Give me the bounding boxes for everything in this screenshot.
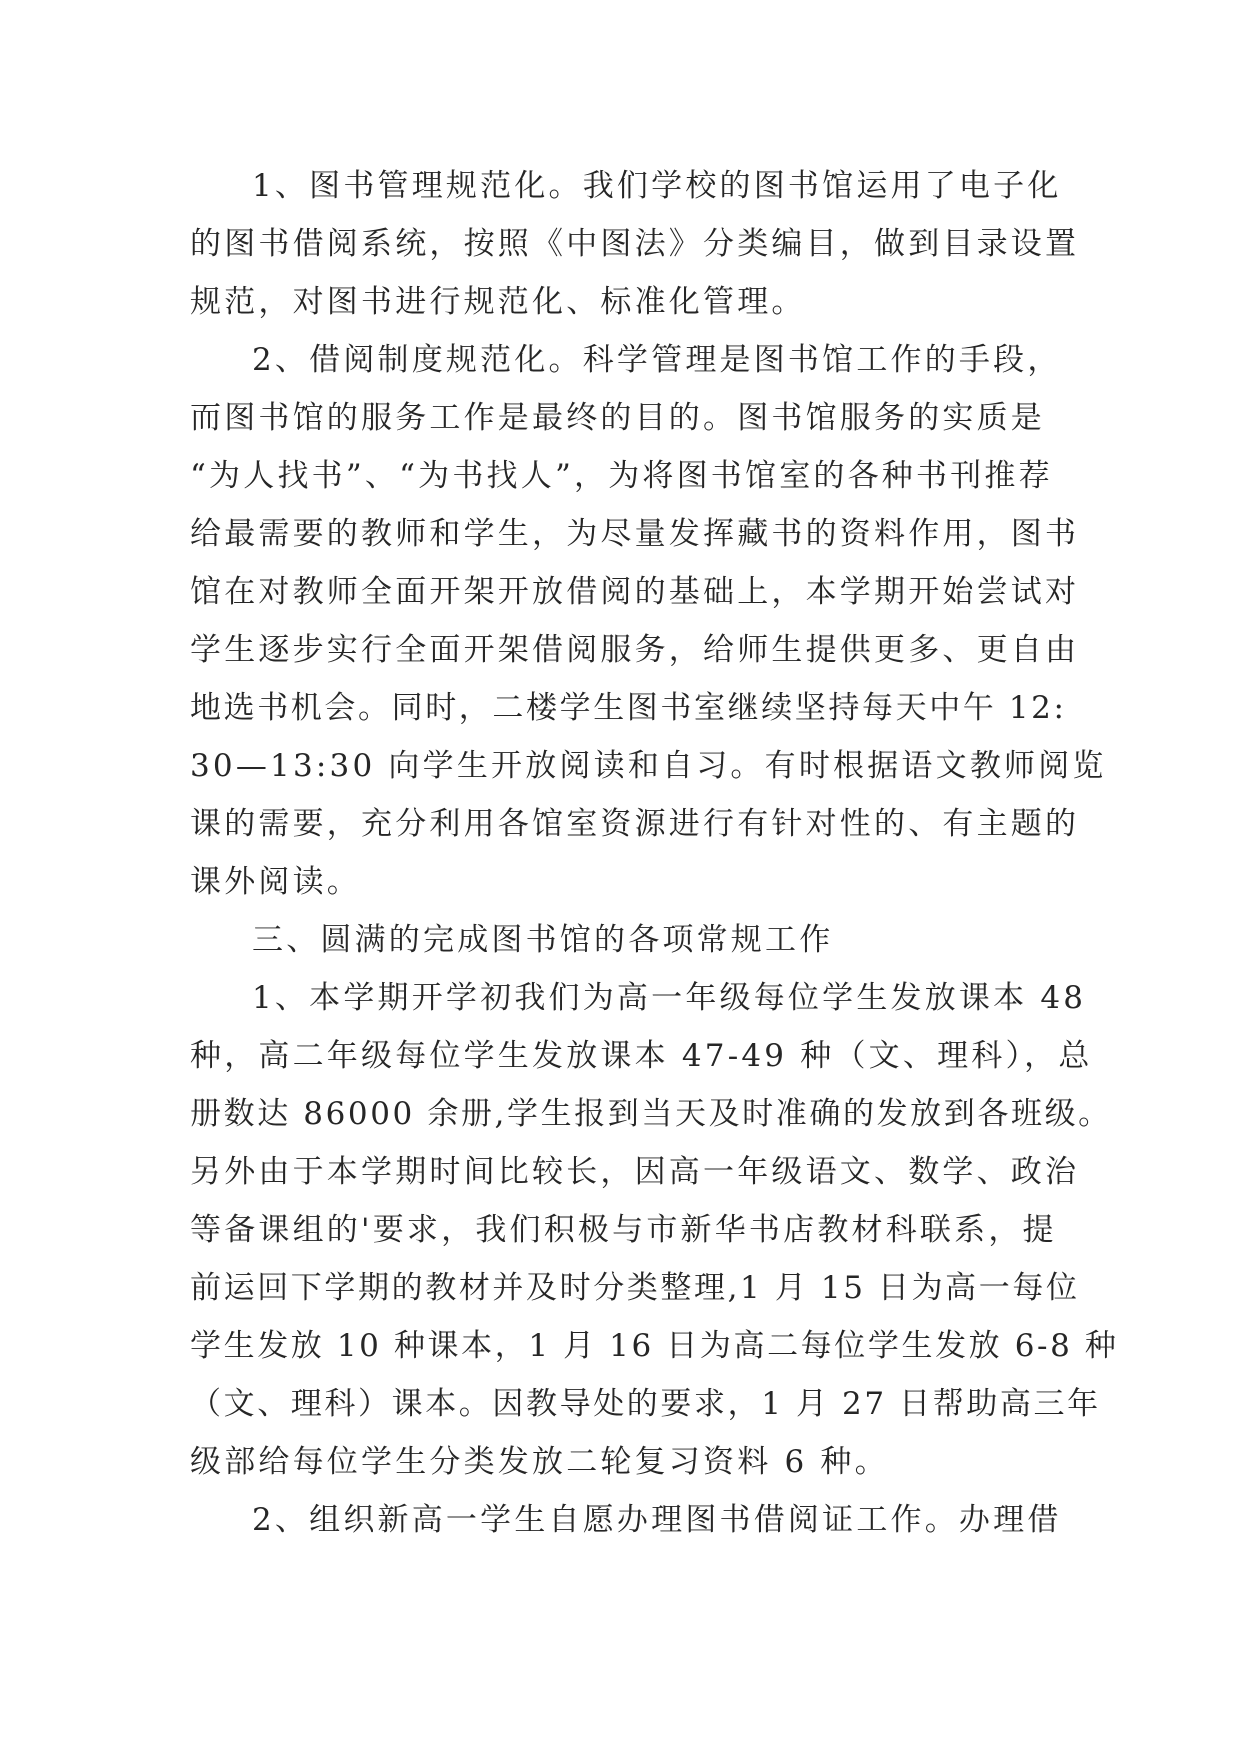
text-line: 等备课组的'要求，我们积极与市新华书店教材科联系，提 <box>190 1212 1057 1248</box>
text-line: 的图书借阅系统，按照《中图法》分类编目，做到目录设置 <box>190 226 1080 262</box>
text-line: 而图书馆的服务工作是最终的目的。图书馆服务的实质是 <box>190 400 1045 436</box>
text-line: 课外阅读。 <box>190 864 361 900</box>
text-line: “为人找书”、“为书找人”，为将图书馆室的各种书刊推荐 <box>190 458 1053 494</box>
text-line: 学生发放 10 种课本，1 月 16 日为高二每位学生发放 6-8 种 <box>190 1328 1119 1364</box>
text-line: 前运回下学期的教材并及时分类整理,1 月 15 日为高一每位 <box>190 1270 1080 1306</box>
text-line: 级部给每位学生分类发放二轮复习资料 6 种。 <box>190 1444 889 1480</box>
text-line: 1、本学期开学初我们为高一年级每位学生发放课本 48 <box>252 980 1087 1016</box>
text-line: 1、图书管理规范化。我们学校的图书馆运用了电子化 <box>252 168 1062 204</box>
text-line: 2、组织新高一学生自愿办理图书借阅证工作。办理借 <box>252 1502 1062 1538</box>
text-line: 册数达 86000 余册,学生报到当天及时准确的发放到各班级。 <box>190 1096 1112 1132</box>
text-line: 学生逐步实行全面开架借阅服务，给师生提供更多、更自由 <box>190 632 1080 668</box>
text-line: 2、借阅制度规范化。科学管理是图书馆工作的手段， <box>252 342 1062 378</box>
text-line: 30—13:30 向学生开放阅读和自习。有时根据语文教师阅览 <box>190 748 1107 784</box>
text-line: 馆在对教师全面开架开放借阅的基础上，本学期开始尝试对 <box>190 574 1080 610</box>
text-line: 种，高二年级每位学生发放课本 47-49 种（文、理科），总 <box>190 1038 1093 1074</box>
text-line: （文、理科）课本。因教导处的要求，1 月 27 日帮助高三年 <box>190 1386 1101 1422</box>
text-line: 给最需要的教师和学生，为尽量发挥藏书的资料作用，图书 <box>190 516 1080 552</box>
text-line: 规范，对图书进行规范化、标准化管理。 <box>190 284 806 320</box>
text-line: 另外由于本学期时间比较长，因高一年级语文、数学、政治 <box>190 1154 1080 1190</box>
section-heading: 三、圆满的完成图书馆的各项常规工作 <box>252 922 834 958</box>
text-line: 课的需要，充分利用各馆室资源进行有针对性的、有主题的 <box>190 806 1080 842</box>
text-line: 地选书机会。同时，二楼学生图书室继续坚持每天中午 12: <box>190 690 1067 726</box>
